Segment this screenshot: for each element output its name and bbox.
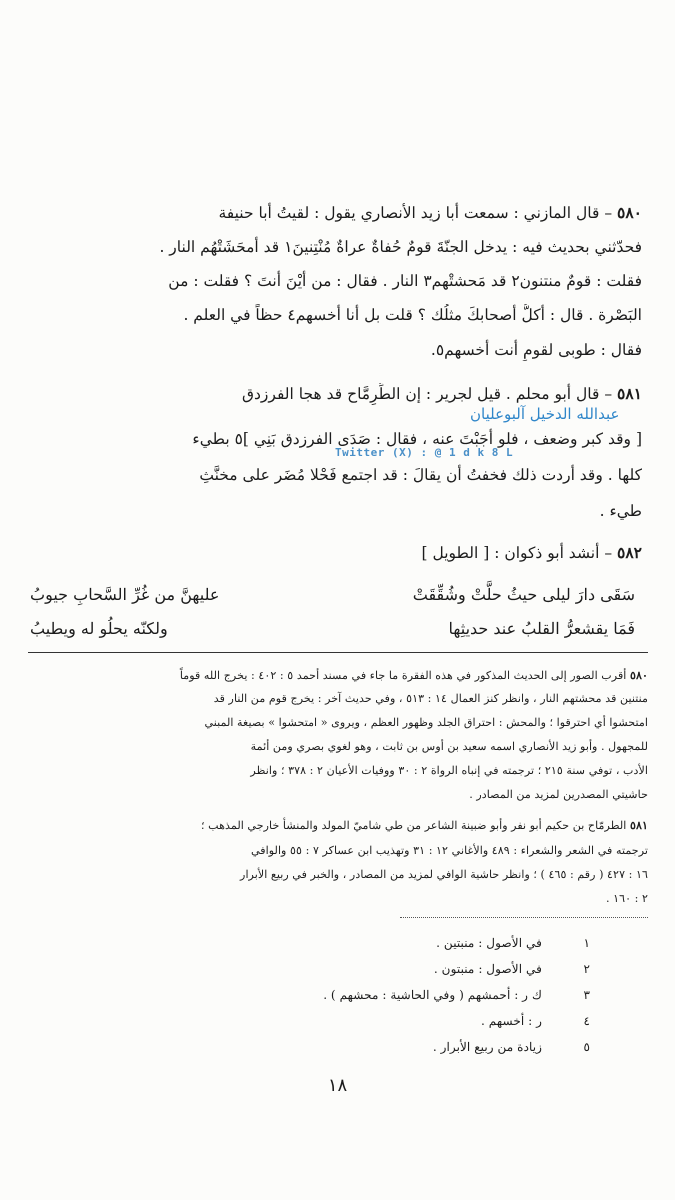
entry-580-line-1 [30,202,642,224]
entry-580-line-4: البَصْرة . قال : أكلُّ أصحابكَ مثلُك ؟ قلت بل أنا أخسهم٤ حظاً في العلم . [183,306,642,324]
note-581-line-4: ٢ : ١٦٠ . [605,892,648,905]
note-581-text-1: الطرمّاح بن حكيم أبو نفر وأبو ضبينة الشاعر من طي شاميّ المولد والمنشأ خارجي المذهب ؛ [200,819,627,832]
footnote-1 [436,934,590,952]
entry-580-line-2: فحدّثني بحديث فيه : يدخل الجنّةَ قومٌ حُفاةٌ عراةٌ مُنْتِنينَ١ قد أمحَشَتْهُم النار . [159,238,642,256]
verse-2-first-hemistich: فَمَا يقشعرُّ القلبُ عند حديثِها [448,619,635,638]
footnote-3-text: ك ر : أحمشهم ( وفي الحاشية : محشهم ) . [323,988,542,1002]
note-580-line-3: امتحشوا أي احترقوا ؛ والمحش : احتراق الجلد وظهور العظم ، ويروى « امتحشوا » بصيغة المبني [204,716,648,729]
entry-581-line-2: [ وقد كبر وضعف ، فلو أَجَبْتَ عنه ، فقال : صَدَى الفرزدق بَنِي ]٥ بطيء [192,430,642,448]
notes-separator [28,652,648,653]
footnote-5-text: زيادة من ربيع الأبرار . [432,1040,542,1054]
footnote-4-number: ٤ [583,1014,590,1028]
entry-580-line-5: فقال : طوبى لقومٍ أنت أخسهم٥. [430,341,642,359]
footnote-2-number: ٢ [583,962,590,976]
note-580-line-6: حاشيتي المصدرين لمزيد من المصادر . [469,788,648,801]
entry-581-line-3: كلها . وقد أردت ذلك فخفتُ أن يقالَ : قد اجتمع فَحْلا مُضَر على مخنَّثِ [199,466,642,484]
footnote-2-text: في الأصول : منبتون . [433,962,542,976]
note-580-line-2: منتنين قد محشتهم النار ، وانظر كنز العمال ١٤ : ٥١٣ ، وفي حديث آخر : يخرج قوم من النار قد [213,692,648,705]
entry-580-line-3: فقلت : قومٌ منتنون٢ قد مَحشتْهم٣ النار . فقال : من أيْنَ أنتَ ؟ فقلت : من [168,272,642,290]
note-580-line-5: الأدب ، توفي سنة ٢١٥ ؛ ترجمته في إنباه الرواة ٢ : ٣٠ ووفيات الأعيان ٢ : ٣٧٨ ؛ وانظر [250,764,648,777]
note-581-line-3: ١٦ : ٤٢٧ ( رقم : ٤٦٥ ) ؛ وانظر حاشية الوافي لمزيد من المصادر ، والخبر في ربيع الأبرار [240,868,648,881]
footnote-4-text: ر : أخسهم . [480,1014,542,1028]
footnote-5 [433,1038,590,1056]
verse-1-first-hemistich: سَقَى دارَ ليلى حيثُ حلَّتْ وشُقِّقَتْ [412,585,635,604]
footnote-1-number: ١ [583,936,590,950]
entry-580-text-1: – قال المازني : سمعت أبا زيد الأنصاري يقول : لقيتُ أبا حنيفة [218,204,613,222]
entry-581-line-4: طيء . [599,502,642,520]
page-number: ١٨ [327,1075,348,1096]
footnote-4 [481,1012,590,1030]
entry-582-line-1 [30,542,642,564]
verse-2-second-hemistich: ولكنّه يحلُو له ويطيبُ [30,619,168,638]
watermark-twitter-handle: Twitter (X) : @ 1 d k 8 L [335,446,514,459]
note-581-line-2: ترجمته في الشعر والشعراء : ٤٨٩ والأغاني ١٢ : ٣١ وتهذيب ابن عساكر ٧ : ٥٥ والوافي [250,844,648,857]
verse-1-second-hemistich: عليهنَّ من غُرِّ السَّحابِ جيوبُ [30,585,220,604]
note-580-text-1: أقرب الصور إلى الحديث المذكور في هذه الفقرة ما جاء في مسند أحمد ٥ : ٤٠٢ : يخرج الله قوماً [179,669,627,682]
watermark-name: عبدالله الدخيل آلبوعليان [470,405,620,423]
note-581-line-1 [28,816,648,835]
note-580-line-1 [28,666,648,685]
entry-580-number: ٥٨٠ [617,203,642,222]
footnote-2 [434,960,590,978]
entry-581-line-1 [30,383,642,405]
note-580-number: ٥٨٠ [629,668,648,682]
footnotes-separator [400,917,648,918]
entry-581-number: ٥٨١ [617,384,642,403]
footnote-1-text: في الأصول : منبتين . [436,936,542,950]
footnote-5-number: ٥ [583,1040,590,1054]
note-580-line-4: للمجهول . وأبو زيد الأنصاري اسمه سعيد بن أوس بن ثابت ، وهو لغوي بصري ومن أئمة [250,740,648,753]
entry-581-text-1: – قال أبو محلم . قيل لجرير : إن الطِّرِمَّاح قد هجا الفرزدق [242,385,613,403]
note-581-number: ٥٨١ [629,818,648,832]
entry-582-text: – أنشد أبو ذكوان : [ الطويل ] [421,544,613,562]
footnote-3 [323,986,590,1004]
footnote-3-number: ٣ [583,988,590,1002]
entry-582-number: ٥٨٢ [617,543,642,562]
